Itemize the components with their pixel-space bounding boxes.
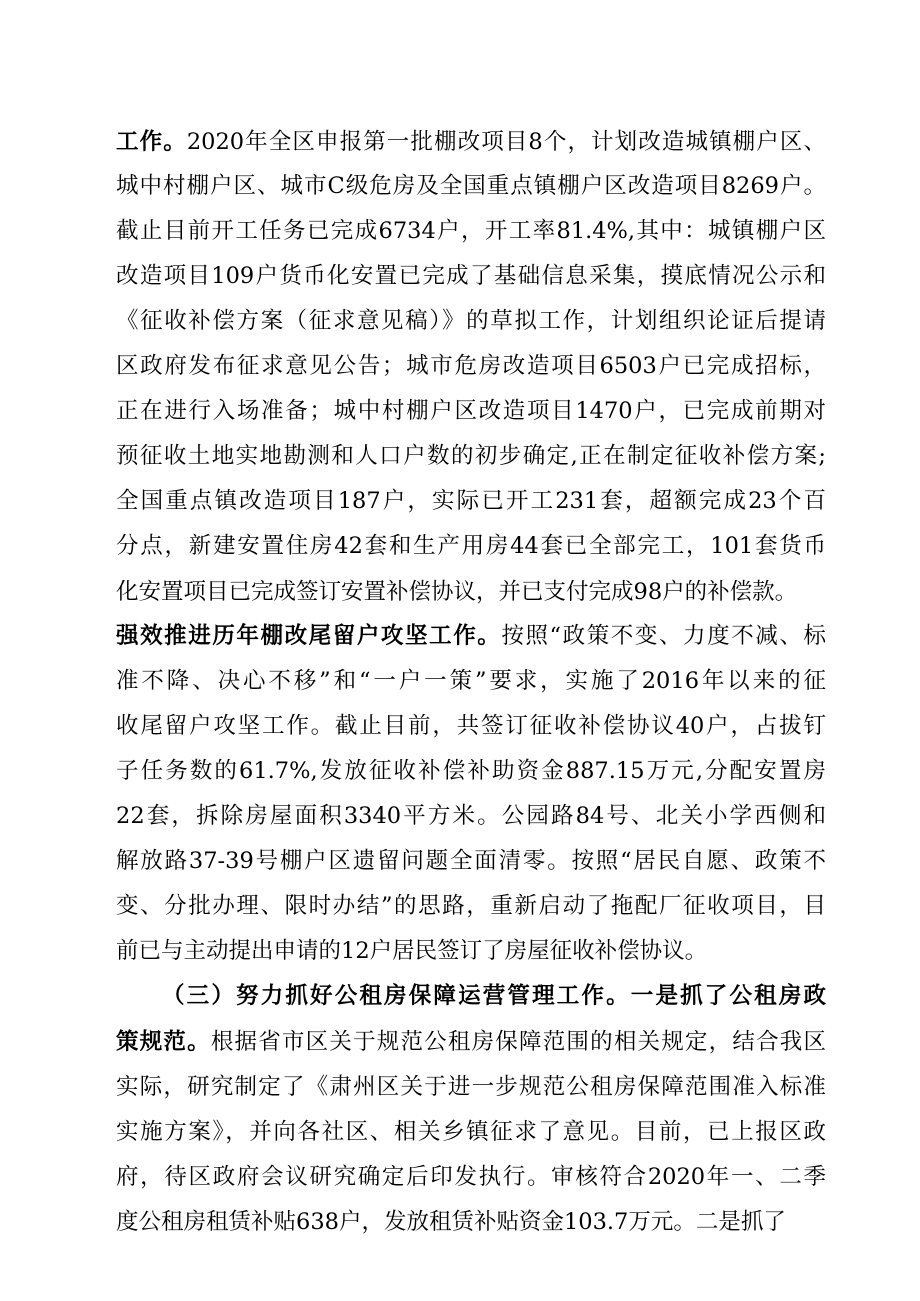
text-segment: 正在进行入场准备；城中村棚户区改造项目1470户，已完成前期对 (116, 398, 826, 424)
text-segment: 实际，研究制定了《肃州区关于进一步规范公租房保障范围准入标准 (116, 1074, 826, 1100)
text-line (116, 526, 826, 566)
text-segment: 2020年全区申报第一批棚改项目8个，计划改造城镇棚户区、 (186, 129, 826, 155)
bold-text-segment: 策规范。 (116, 1029, 211, 1055)
text-segment: 化安置项目已完成签订安置补偿协议，并已支付完成98户的补偿款。 (116, 579, 798, 605)
text-segment: 按照“政策不变、力度不减、标 (501, 623, 826, 649)
text-line (116, 661, 826, 701)
text-segment: 子任务数的61.7%,发放征收补偿补助资金887.15万元,分配安置房 (116, 758, 826, 784)
text-line (116, 841, 826, 881)
text-line (162, 976, 826, 1016)
text-segment: 分点，新建安置住房42套和生产用房44套已全部完工，101套货币 (116, 533, 826, 559)
text-line (116, 256, 826, 296)
text-line (116, 166, 826, 206)
text-line (116, 706, 826, 746)
text-segment: 改造项目109户货币化安置已完成了基础信息采集，摸底情况公示和 (116, 263, 826, 289)
bold-text-segment: 强效推进历年棚改尾留户攻坚工作。 (116, 623, 502, 649)
text-segment: 变、分批办理、限时办结”的思路，重新启动了拖配厂征收项目，目 (116, 893, 826, 919)
text-segment: 《征收补偿方案（征求意见稿）》的草拟工作，计划组织论证后提请 (116, 308, 826, 334)
text-line (116, 616, 826, 656)
text-line (116, 1112, 826, 1152)
text-line (116, 751, 826, 791)
text-segment: 22套，拆除房屋面积3340平方米。公园路84号、北关小学西侧和 (116, 803, 826, 829)
text-line (116, 572, 826, 612)
text-segment: 收尾留户攻坚工作。截止目前，共签订征收补偿协议40户，占拔钉 (116, 713, 826, 739)
text-segment: 区政府发布征求意见公告；城市危房改造项目6503户已完成招标， (116, 353, 826, 379)
text-segment: 准不降、决心不移”和“一户一策”要求，实施了2016年以来的征 (116, 668, 826, 694)
text-line (116, 436, 826, 476)
text-line (116, 1067, 826, 1107)
text-line (116, 886, 826, 926)
text-line (116, 301, 826, 341)
text-segment: 解放路37-39号棚户区遗留问题全面清零。按照“居民自愿、政策不 (116, 848, 826, 874)
text-segment: 预征收土地实地勘测和人口户数的初步确定,正在制定征收补偿方案; (116, 443, 826, 469)
text-line (116, 1022, 826, 1062)
text-segment: 根据省市区关于规范公租房保障范围的相关规定，结合我区 (210, 1029, 826, 1055)
bold-text-segment: （三）努力抓好公租房保障运营管理工作。一是抓了公租房政 (162, 983, 826, 1009)
text-line (116, 122, 826, 162)
text-line (116, 931, 826, 971)
text-segment: 前已与主动提出申请的12户居民签订了房屋征收补偿协议。 (116, 938, 708, 964)
text-segment: 实施方案》，并向各社区、相关乡镇征求了意见。目前，已上报区政 (116, 1119, 826, 1145)
text-segment: 全国重点镇改造项目187户，实际已开工231套，超额完成23个百 (116, 488, 826, 514)
text-segment: 度公租房租赁补贴638户，发放租赁补贴资金103.7万元。二是抓了 (116, 1209, 786, 1235)
text-segment: 截止目前开工任务已完成6734户，开工率81.4%,其中：城镇棚户区 (116, 218, 826, 244)
text-line (116, 391, 826, 431)
text-line (116, 1157, 826, 1197)
text-line (116, 346, 826, 386)
text-segment: 府，待区政府会议研究确定后印发执行。审核符合2020年一、二季 (116, 1164, 826, 1190)
text-line (116, 1202, 826, 1242)
text-line (116, 211, 826, 251)
bold-text-segment: 工作。 (116, 129, 187, 155)
text-line (116, 796, 826, 836)
text-line (116, 481, 826, 521)
text-segment: 城中村棚户区、城市C级危房及全国重点镇棚户区改造项目8269户。 (116, 173, 826, 199)
